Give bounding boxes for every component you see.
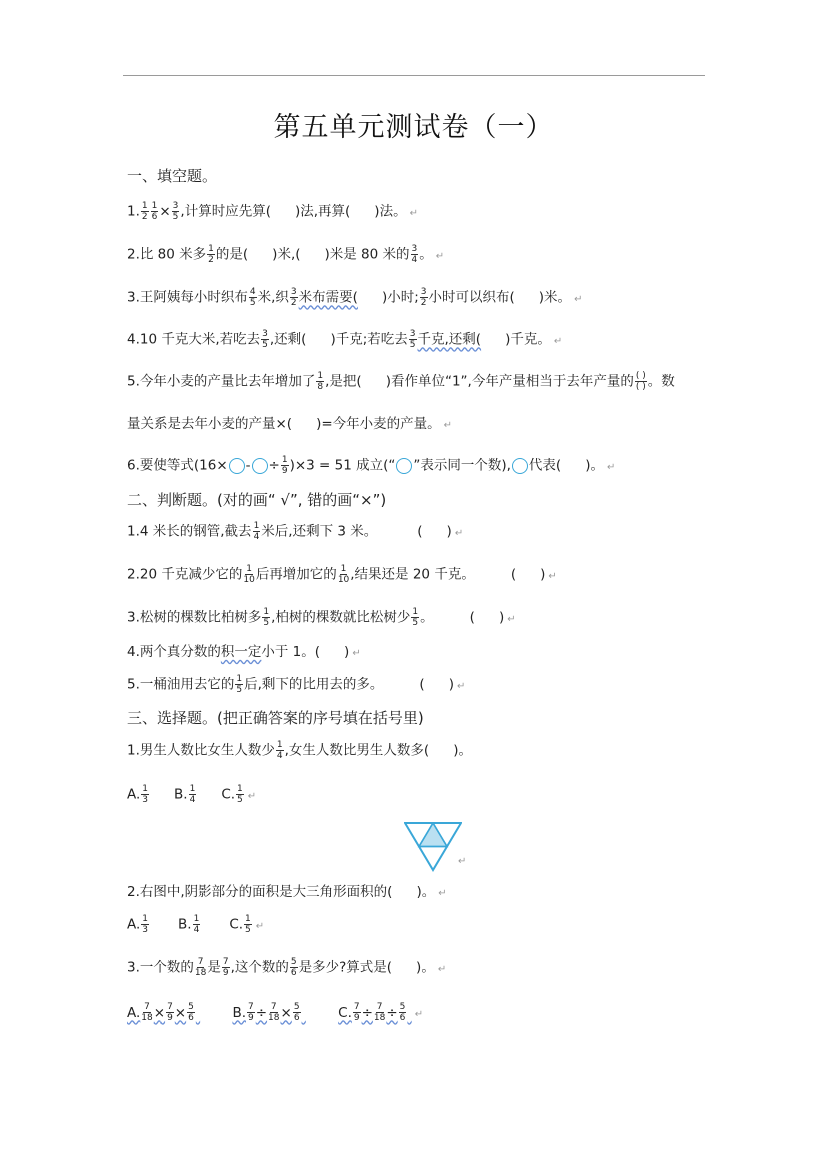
paragraph-return-icon: ↵ xyxy=(454,527,464,539)
fraction xyxy=(141,914,149,935)
fraction-denominator: 5 xyxy=(172,212,179,222)
fraction xyxy=(141,1002,152,1023)
fraction xyxy=(374,1002,385,1023)
fraction xyxy=(281,455,289,476)
section-choice-heading: 三、选择题。(把正确答案的序号填在括号里) xyxy=(127,709,424,727)
fraction-denominator: 8 xyxy=(317,382,324,392)
fraction-numerator: 1 xyxy=(317,371,324,381)
fraction-denominator: 2 xyxy=(420,298,427,308)
fraction-numerator: 1 xyxy=(141,201,148,211)
paragraph-return-icon: ↵ xyxy=(435,250,445,262)
fraction-denominator: 9 xyxy=(281,466,288,476)
fraction xyxy=(353,1002,361,1023)
fraction-denominator: 5 xyxy=(237,795,243,805)
fraction xyxy=(268,1002,279,1023)
fraction-denominator: 2 xyxy=(208,255,214,265)
fraction-numerator: 3 xyxy=(411,244,418,254)
fraction-denominator: 4 xyxy=(276,751,283,761)
fraction-denominator: 4 xyxy=(189,795,196,805)
fraction-numerator: 7 xyxy=(167,1002,173,1012)
fraction-numerator: 1 xyxy=(246,564,252,574)
paragraph-return-icon: ↵ xyxy=(352,648,361,659)
fraction-numerator: 1 xyxy=(276,740,283,750)
circle-placeholder-icon xyxy=(396,458,412,474)
fraction-denominator: 10 xyxy=(243,575,255,585)
fraction xyxy=(290,957,298,978)
fill-q5: 5.今年小麦的产量比去年增加了 $\frac{1}{8}$ ,是把( )看作单位“1”,今年产量相当于去年产量的 $\frac{( )}{( )}$ 。数 xyxy=(127,371,675,392)
fraction xyxy=(187,1002,195,1023)
choice-q2: 2.右图中,阴影部分的面积是大三角形面积的( )。 ↵ xyxy=(127,884,447,900)
fraction-numerator: 7 xyxy=(144,1002,150,1012)
fraction xyxy=(207,244,215,265)
fill-q1: 1. $\frac{1}{2}$ $\frac{1}{6}$ × $\frac{3}{5}$ ,计算时应先算( )法,再算( )法。 ↵ xyxy=(127,201,418,222)
fraction-numerator: 7 xyxy=(248,1002,254,1012)
paragraph-return-icon: ↵ xyxy=(438,888,447,899)
fraction xyxy=(420,287,428,308)
fraction xyxy=(141,784,149,805)
triangle-figure xyxy=(404,822,462,872)
judge-q2: 2.20 千克减少它的 $\frac{1}{10}$ 后再增加它的 $\frac{1}{10}$ ,结果还是 20 千克。 ( ) ↵ xyxy=(127,564,557,585)
blank-fraction xyxy=(635,371,647,392)
fraction-denominator: 18 xyxy=(268,1013,280,1023)
choice-q3: 3.一个数的 $\frac{7}{18}$ 是 $\frac{7}{9}$ ,这个数的 $\frac{5}{6}$ 是多少?算式是( )。 ↵ xyxy=(127,957,447,978)
fraction-denominator: 4 xyxy=(193,925,200,935)
fraction-denominator: 3 xyxy=(142,795,149,805)
fraction-denominator: 5 xyxy=(263,618,270,628)
fraction-numerator: 1 xyxy=(236,674,243,684)
fraction-denominator: 5 xyxy=(412,618,419,628)
fraction-numerator: 7 xyxy=(376,1002,383,1012)
fraction xyxy=(189,784,197,805)
fraction xyxy=(247,1002,255,1023)
fraction-numerator: 3 xyxy=(420,287,427,297)
fraction xyxy=(316,371,324,392)
fraction xyxy=(262,607,270,628)
fraction-numerator: 3 xyxy=(290,287,297,297)
fraction-numerator: 3 xyxy=(409,329,416,339)
fraction-numerator: 1 xyxy=(253,521,260,531)
fraction-denominator: 9 xyxy=(353,1013,360,1023)
fraction xyxy=(276,740,284,761)
fraction xyxy=(243,564,254,585)
fraction-denominator: 9 xyxy=(248,1013,254,1023)
fraction-denominator: 6 xyxy=(151,212,158,222)
fraction-numerator: 1 xyxy=(340,564,347,574)
fraction-numerator: 1 xyxy=(193,914,200,924)
fraction-denominator: 18 xyxy=(194,968,207,978)
fraction-numerator: 1 xyxy=(263,607,270,617)
paragraph-return-icon: ↵ xyxy=(437,963,447,975)
fraction xyxy=(151,201,159,222)
fraction-numerator: 7 xyxy=(222,957,229,967)
paragraph-return-icon: ↵ xyxy=(414,1008,424,1020)
fraction-denominator: 5 xyxy=(249,298,256,308)
fraction-numerator: 1 xyxy=(245,914,251,924)
fraction xyxy=(338,564,349,585)
fraction-numerator: 1 xyxy=(237,784,243,794)
fraction-numerator: 5 xyxy=(399,1002,406,1012)
section-fill-heading: 一、填空题。 xyxy=(127,167,218,185)
section-judge-heading: 二、判断题。(对的画“ √”, 错的画“×”) xyxy=(127,491,387,509)
paragraph-return-icon: ↵ xyxy=(443,420,453,431)
judge-q1: 1.4 米长的钢管,截去 $\frac{1}{4}$ 米后,还剩下 3 米。 ( ) ↵ xyxy=(127,521,464,542)
fraction-denominator: 5 xyxy=(409,340,416,350)
fraction xyxy=(193,914,201,935)
fraction-denominator: 3 xyxy=(142,925,149,935)
fraction-denominator: 4 xyxy=(411,255,418,265)
fraction-numerator: 1 xyxy=(142,784,149,794)
circle-placeholder-icon xyxy=(229,458,245,474)
paragraph-return-icon: ↵ xyxy=(553,335,563,347)
fraction-denominator: 9 xyxy=(167,1013,173,1023)
paragraph-return-icon: ↵ xyxy=(409,207,418,219)
paragraph-return-icon: ↵ xyxy=(574,293,583,305)
fill-q3: 3.王阿姨每小时织布 $\frac{4}{5}$ 米,织 $\frac{3}{2}$ 米布需要( )小时; $\frac{3}{2}$ 小时可以织布( )米。 ↵ xyxy=(127,287,583,308)
fraction-denominator: 4 xyxy=(253,532,260,542)
paragraph-return-icon: ↵ xyxy=(247,790,257,802)
fraction-numerator: 5 xyxy=(290,957,297,967)
option-a: A. $\frac{7}{18}$ × $\frac{7}{9}$ × $\frac{5}{6}$ xyxy=(127,1002,194,1023)
fraction-denominator: 5 xyxy=(262,340,268,350)
choice-q1-options: A. $\frac{1}{3}$ B. $\frac{1}{4}$ C. $\frac{1}{5}$ ↵ xyxy=(127,784,257,805)
fraction xyxy=(411,607,419,628)
fraction-denominator: 5 xyxy=(245,925,251,935)
fraction xyxy=(261,329,269,350)
fraction-numerator: 1 xyxy=(281,455,288,465)
fraction-denominator: 6 xyxy=(290,968,297,978)
judge-q4: 4.两个真分数的积一定小于 1。( ) ↵ xyxy=(127,644,361,660)
fraction xyxy=(399,1002,407,1023)
fraction xyxy=(236,784,244,805)
fraction-denominator: 6 xyxy=(293,1013,300,1023)
fraction-numerator: ( ) xyxy=(635,371,646,381)
fraction xyxy=(293,1002,301,1023)
fraction-numerator: 1 xyxy=(208,244,214,254)
fraction xyxy=(409,329,417,350)
fraction-denominator: 18 xyxy=(373,1013,386,1023)
paragraph-return-icon: ↵ xyxy=(456,680,466,692)
fraction-numerator: 7 xyxy=(270,1002,277,1012)
circle-placeholder-icon xyxy=(252,458,268,474)
fraction-numerator: 1 xyxy=(189,784,196,794)
choice-q1: 1.男生人数比女生人数少 $\frac{1}{4}$ ,女生人数比男生人数多( )。 xyxy=(127,740,472,761)
judge-q3: 3.松树的棵数比柏树多 $\frac{1}{5}$ ,柏树的棵数就比松树少 $\frac{1}{5}$ 。 ( ) ↵ xyxy=(127,607,516,628)
fraction-numerator: 4 xyxy=(249,287,256,297)
fraction xyxy=(195,957,206,978)
fraction-denominator: 10 xyxy=(337,575,350,585)
option-b: B. $\frac{7}{9}$ ÷ $\frac{7}{18}$ × $\frac{5}{6}$ xyxy=(232,1002,300,1023)
option-c: C. $\frac{7}{9}$ ÷ $\frac{7}{18}$ ÷ $\frac{5}{6}$ xyxy=(338,1002,406,1023)
fraction xyxy=(166,1002,174,1023)
fraction xyxy=(222,957,230,978)
fraction xyxy=(172,201,180,222)
circle-placeholder-icon xyxy=(512,458,528,474)
paragraph-return-icon: ↵ xyxy=(507,613,516,625)
fill-q6: 6.要使等式(16× - ÷ $\frac{1}{9}$ )×3 = 51 成立(“ ”表示同一个数), 代表( )。 ↵ xyxy=(127,455,616,476)
fraction-numerator: 7 xyxy=(197,957,204,967)
fraction-denominator: 5 xyxy=(236,685,243,695)
fraction xyxy=(253,521,261,542)
fraction xyxy=(290,287,298,308)
fraction-denominator: 6 xyxy=(399,1013,406,1023)
fill-q2: 2.比 80 米多 $\frac{1}{2}$ 的是( )米,( )米是 80 米的 $\frac{3}{4}$ 。 ↵ xyxy=(127,244,445,265)
fraction-numerator: 1 xyxy=(412,607,419,617)
fraction-denominator: 2 xyxy=(290,298,297,308)
fraction xyxy=(244,914,252,935)
fraction xyxy=(235,674,243,695)
fraction-numerator: 5 xyxy=(188,1002,194,1012)
fraction-denominator: 18 xyxy=(141,1013,153,1023)
choice-q3-options xyxy=(127,1002,423,1025)
paragraph-return-icon: ↵ xyxy=(548,570,557,582)
fraction-numerator: 7 xyxy=(353,1002,360,1012)
fraction-denominator: ( ) xyxy=(635,382,646,392)
fraction-denominator: 9 xyxy=(222,968,229,978)
fraction-denominator: 2 xyxy=(141,212,148,222)
judge-q5: 5.一桶油用去它的 $\frac{1}{5}$ 后,剩下的比用去的多。 ( ) ↵ xyxy=(127,674,466,695)
paragraph-return-icon: ↵ xyxy=(255,920,265,932)
fill-q5-cont: 量关系是去年小麦的产量×( )=今年小麦的产量。 ↵ xyxy=(127,416,453,432)
fraction-numerator: 1 xyxy=(142,914,149,924)
fraction xyxy=(411,244,419,265)
fill-q4: 4.10 千克大米,若吃去 $\frac{3}{5}$ ,还剩( )千克;若吃去 $\frac{3}{5}$ 千克,还剩( )千克。 ↵ xyxy=(127,329,563,350)
fraction-numerator: 1 xyxy=(151,201,158,211)
fraction-numerator: 3 xyxy=(172,201,179,211)
page-title: 第五单元测试卷（一） xyxy=(273,112,554,143)
fraction-numerator: 5 xyxy=(293,1002,300,1012)
header-rule xyxy=(123,75,705,76)
fraction-numerator: 3 xyxy=(262,329,268,339)
fraction xyxy=(141,201,149,222)
fraction-denominator: 6 xyxy=(188,1013,194,1023)
fraction xyxy=(249,287,257,308)
paragraph-return-icon: ↵ xyxy=(606,461,616,473)
choice-q2-options: A. $\frac{1}{3}$ B. $\frac{1}{4}$ C. $\frac{1}{5}$ ↵ xyxy=(127,914,265,935)
